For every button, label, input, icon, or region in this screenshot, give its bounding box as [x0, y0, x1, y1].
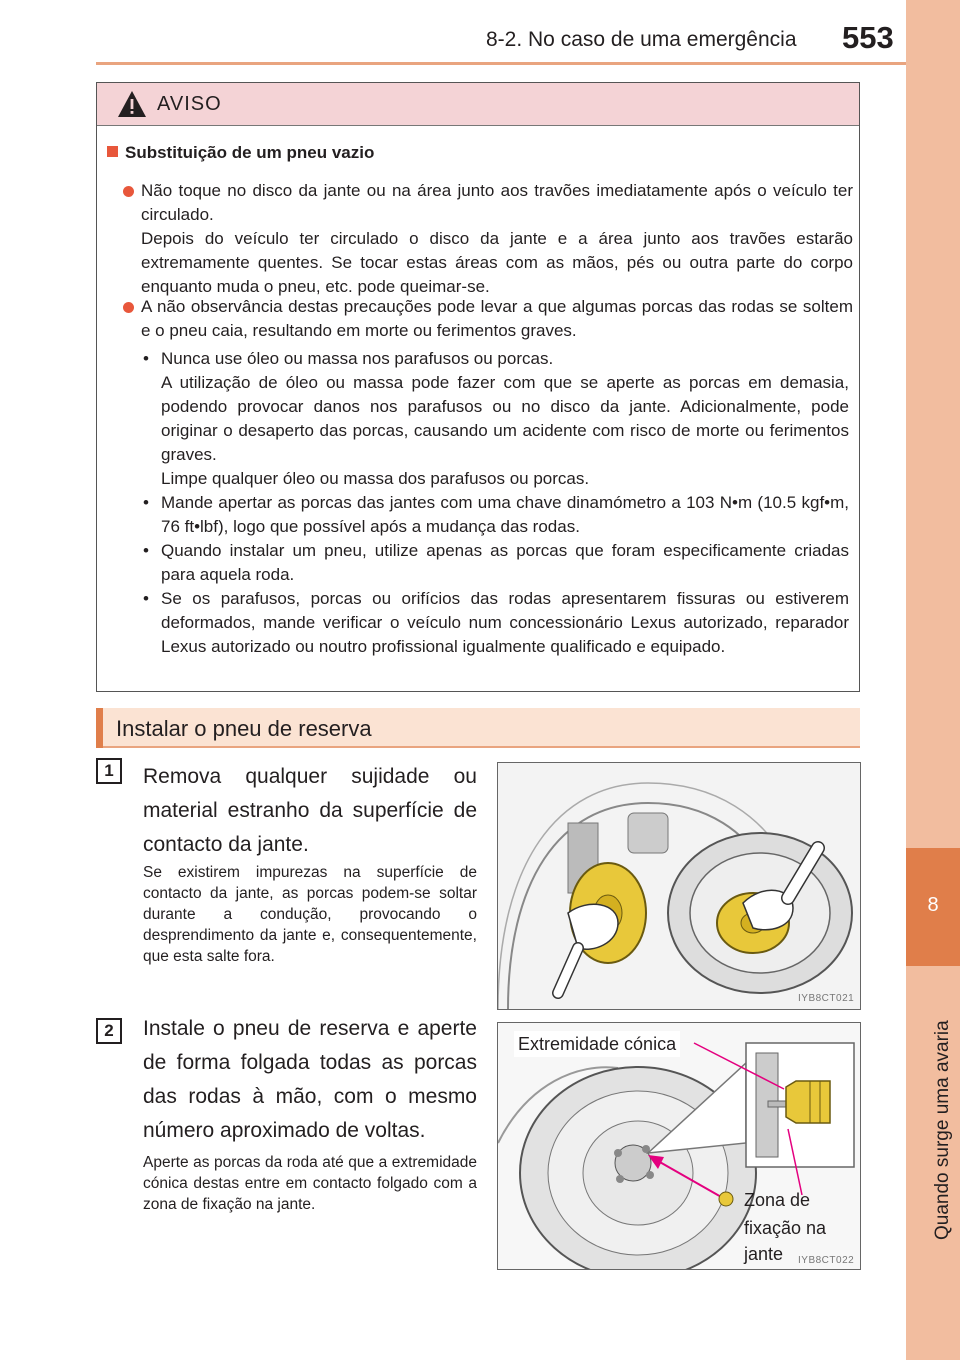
- chapter-label: Quando surge uma avaria: [932, 1020, 953, 1240]
- step-note: Se existirem impurezas na superfície de contacto da jante, as porcas podem-se soltar durante a condução, provocando o desprendimento da jante e, consequentemente, que esta salte fora.: [143, 864, 477, 965]
- section-title: Instalar o pneu de reserva: [116, 716, 372, 741]
- step-note: Aperte as porcas da roda até que a extremidade cónica destas entre em contacto folgado com a zona de fixação na jante.: [143, 1154, 477, 1213]
- warning-title: AVISO: [157, 93, 222, 115]
- warning-item-continued: Depois do veículo ter circulado o disco da jante e a área junto aos travões estarão extremamente quentes. Se tocar estas áreas com as mãos, pés ou outra parte do corpo enquanto muda o pneu, etc. pode queimar-se.: [141, 229, 853, 296]
- section-header: [96, 708, 860, 748]
- header-rule: [96, 62, 906, 65]
- header-section-title: 8-2. No caso de uma emergência: [486, 28, 797, 51]
- warning-bullet: • Nunca use óleo ou massa nos parafusos ou porcas.: [143, 349, 554, 368]
- step-instruction: Instale o pneu de reserva e aperte de forma folgada todas as porcas das rodas à mão, com o mesmo número aproximado de voltas.: [143, 1017, 477, 1142]
- warning-bullet-continued: Limpe qualquer óleo ou massa dos parafusos ou porcas.: [161, 469, 590, 488]
- warning-bullet: • Quando instalar um pneu, utilize apenas as porcas que foram especificamente criadas para aquela roda.: [143, 541, 849, 584]
- page-header: [0, 0, 960, 70]
- square-bullet-icon: [107, 146, 118, 157]
- warning-item: Não toque no disco da jante ou na área junto aos travões imediatamente após o veículo ter circulado.: [141, 179, 853, 227]
- warning-bullet: • Se os parafusos, porcas ou orifícios das rodas apresentarem fissuras ou estiverem deformados, mande verificar o veículo num concessionário Lexus autorizado, reparador Lexus autorizado ou noutro profissional igualmente qualificado e equipado.: [143, 589, 849, 656]
- warning-triangle-icon: [117, 90, 147, 118]
- step-number-badge: 1: [96, 758, 122, 784]
- warning-item: A não observância destas precauções pode levar a que algumas porcas das rodas se soltem e o pneu caia, resultando em morte ou ferimentos graves.: [141, 295, 853, 343]
- step-number-badge: 2: [96, 1018, 122, 1044]
- callout-tapered-end: Extremidade cónica: [514, 1031, 680, 1057]
- step-instruction: Remova qualquer sujidade ou material estranho da superfície de contacto da jante.: [143, 765, 477, 856]
- warning-box: [96, 82, 860, 692]
- figure-clean-hub: [497, 762, 861, 1010]
- section-accent: [96, 708, 103, 748]
- figure-code: IYB8CT022: [798, 1255, 855, 1266]
- dot-bullet-icon: [123, 302, 134, 313]
- warning-bullet: • Mande apertar as porcas das jantes com uma chave dinamómetro a 103 N•m (10.5 kgf•m, 76 ft•lbf), logo que possível após a mudança das rodas.: [143, 493, 849, 536]
- dot-bullet-icon: [123, 186, 134, 197]
- warning-subheading: [107, 141, 374, 165]
- wheel-hub-cleaning-illustration: [498, 763, 860, 1009]
- callout-seat-line-1: Zona de: [744, 1190, 811, 1210]
- figure-install-nuts: [497, 1022, 861, 1270]
- warning-header: [97, 83, 859, 126]
- warning-subheading-text: Substituição de um pneu vazio: [125, 143, 375, 162]
- callout-seat-line-3: jante: [744, 1244, 784, 1264]
- callout-seat-line-2: fixação na: [744, 1218, 827, 1238]
- page-number: 553: [842, 20, 894, 55]
- chapter-number: 8: [927, 894, 939, 916]
- warning-bullet-continued: A utilização de óleo ou massa pode fazer com que se aperte as porcas em demasia, podendo provocar danos nos parafusos ou no disco da jante. Adicionalmente, pode originar o desaperto das porcas, causando um acidente com risco de morte ou ferimentos graves.: [161, 373, 849, 464]
- figure-code: IYB8CT021: [798, 993, 855, 1004]
